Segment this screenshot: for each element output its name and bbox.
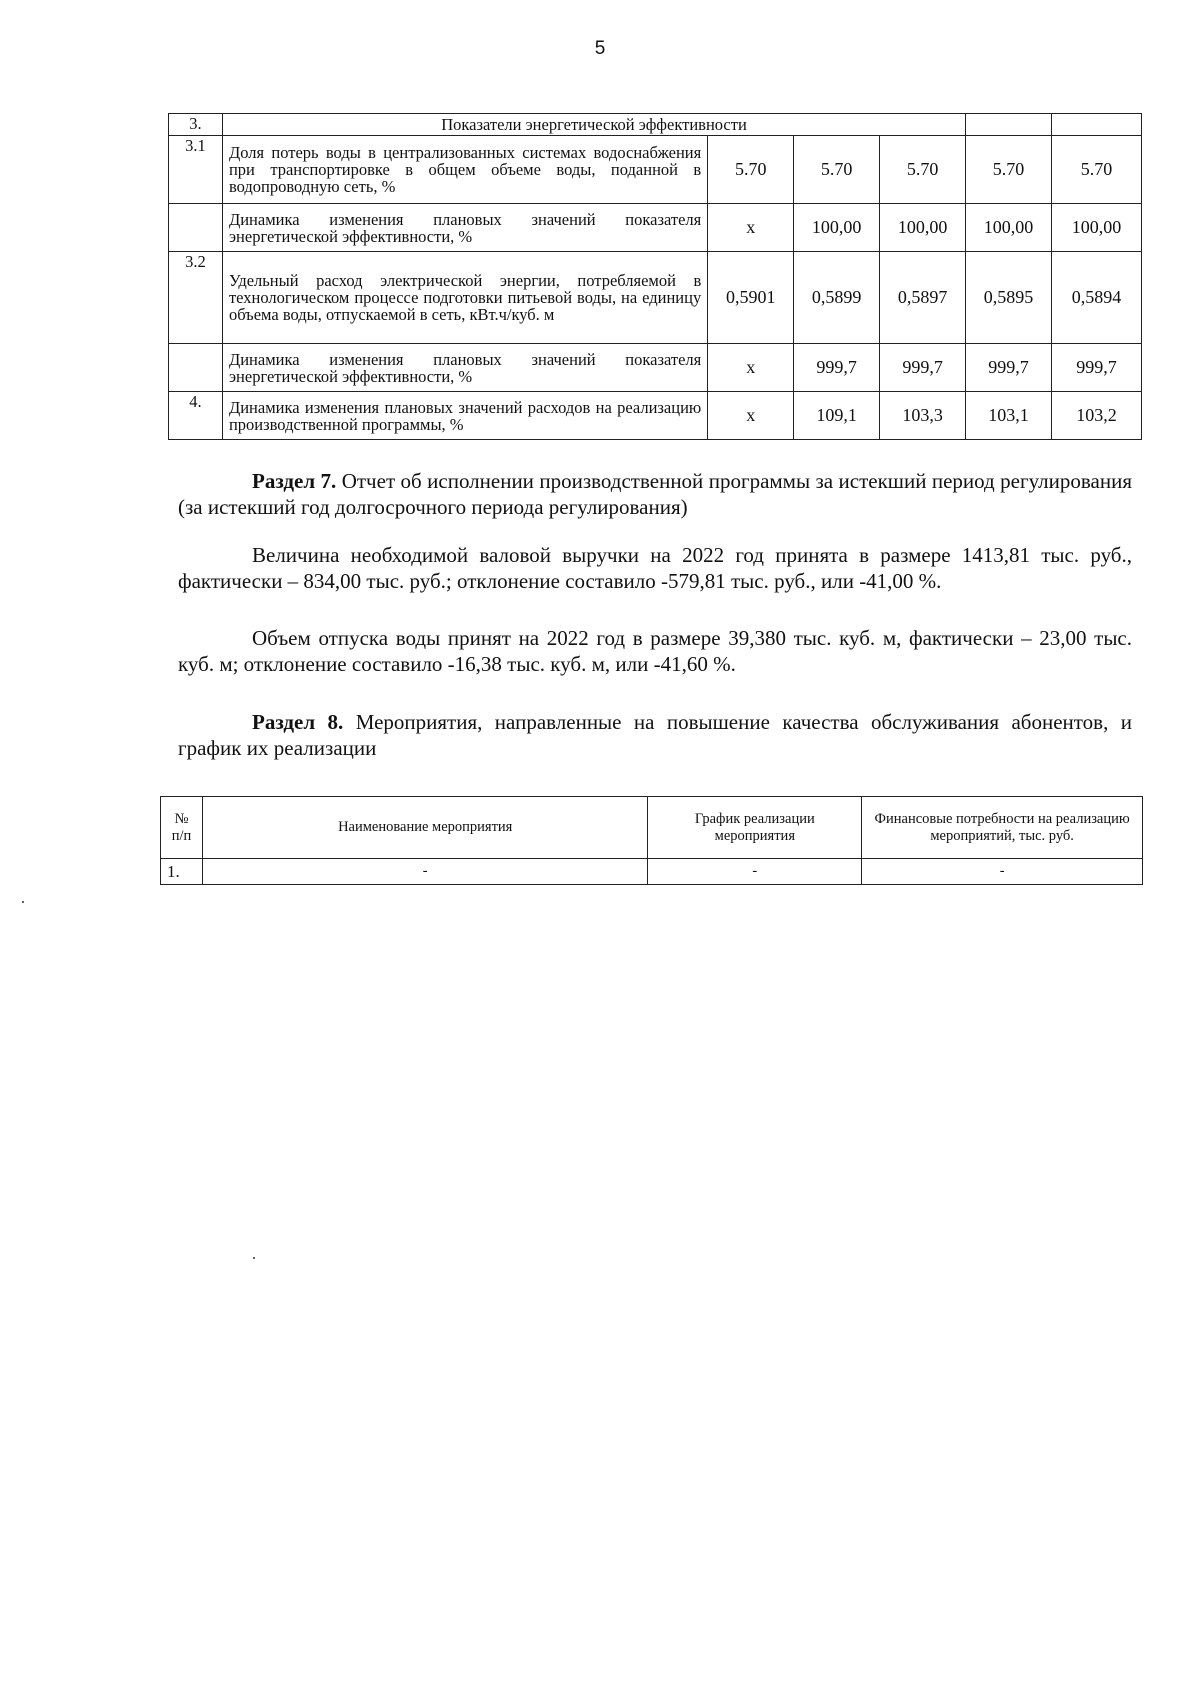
table-row: [169, 136, 1142, 204]
section-8-title: Мероприятия, направленные на повышение качества обслуживания абонентов, и график их реализации: [178, 710, 1132, 760]
section-7-title: Отчет об исполнении производственной программы за истекший период регулирования (за истекший год долгосрочного периода регулирования): [178, 469, 1132, 519]
section-8-title-bold: Раздел 8.: [252, 710, 344, 734]
row-value: 0,5895: [966, 252, 1052, 344]
row-value: 109,1: [794, 392, 880, 440]
row-value: 5.70: [1051, 136, 1141, 204]
row-value: 0,5894: [1051, 252, 1141, 344]
row-value: 103,1: [966, 392, 1052, 440]
section-7-paragraph-revenue: [178, 542, 1132, 594]
events-table: [160, 796, 1143, 885]
row-description: Динамика изменения плановых значений показателя энергетической эффективности, %: [222, 204, 707, 252]
row-number: 1.: [161, 859, 203, 885]
row-value: 100,00: [880, 204, 966, 252]
table-row: [169, 204, 1142, 252]
section-number: 3.: [169, 114, 223, 136]
row-value: 5.70: [880, 136, 966, 204]
row-schedule: -: [648, 859, 862, 885]
row-value: 999,7: [1051, 344, 1141, 392]
header-num: № п/п: [161, 797, 203, 859]
row-number: [169, 204, 223, 252]
row-value: х: [708, 204, 794, 252]
row-value: 999,7: [794, 344, 880, 392]
table-section-row: [169, 114, 1142, 136]
row-value: 999,7: [880, 344, 966, 392]
empty-cell: [966, 114, 1052, 136]
scan-speck: [253, 1257, 255, 1259]
row-description: Удельный расход электрической энергии, потребляемой в технологическом процессе подготовки питьевой воды, на единицу объема воды, отпускаемой в сеть, кВт.ч/куб. м: [222, 252, 707, 344]
row-number: 3.2: [169, 252, 223, 344]
table-header-row: [161, 797, 1143, 859]
row-value: 0,5901: [708, 252, 794, 344]
section-7-heading: [178, 468, 1132, 520]
row-name: -: [202, 859, 647, 885]
energy-efficiency-table: [168, 113, 1142, 440]
volume-text: Объем отпуска воды принят на 2022 год в размере 39,380 тыс. куб. м, фактически – 23,00 тыс. куб. м; отклонение составило -16,38 тыс. куб. м, или -41,60 %.: [178, 626, 1132, 676]
section-label: Показатели энергетической эффективности: [222, 114, 965, 136]
row-description: Доля потерь воды в централизованных системах водоснабжения при транспортировке в общем объеме воды, поданной в водопроводную сеть, %: [222, 136, 707, 204]
table-row: [161, 859, 1143, 885]
scan-speck: [22, 901, 24, 903]
row-value: 5.70: [794, 136, 880, 204]
empty-cell: [1051, 114, 1141, 136]
row-number: 3.1: [169, 136, 223, 204]
table-row: [169, 252, 1142, 344]
row-description: Динамика изменения плановых значений показателя энергетической эффективности, %: [222, 344, 707, 392]
row-value: 100,00: [794, 204, 880, 252]
table-row: [169, 344, 1142, 392]
revenue-text: Величина необходимой валовой выручки на 2022 год принята в размере 1413,81 тыс. руб., фактически – 834,00 тыс. руб.; отклонение составило -579,81 тыс. руб., или -41,00 %.: [178, 543, 1132, 593]
row-value: 5.70: [966, 136, 1052, 204]
section-8-heading: [178, 709, 1132, 761]
row-value: 999,7: [966, 344, 1052, 392]
row-value: 103,3: [880, 392, 966, 440]
row-value: 0,5897: [880, 252, 966, 344]
row-number: 4.: [169, 392, 223, 440]
row-number: [169, 344, 223, 392]
row-value: х: [708, 344, 794, 392]
header-schedule: График реализации мероприятия: [648, 797, 862, 859]
row-description: Динамика изменения плановых значений расходов на реализацию производственной программы, %: [222, 392, 707, 440]
row-value: х: [708, 392, 794, 440]
row-value: 5.70: [708, 136, 794, 204]
header-name: Наименование мероприятия: [202, 797, 647, 859]
section-7-title-bold: Раздел 7.: [252, 469, 337, 493]
page-number: 5: [594, 38, 606, 59]
section-7-paragraph-volume: [178, 625, 1132, 677]
row-value: 100,00: [1051, 204, 1141, 252]
table-row: [169, 392, 1142, 440]
row-value: 100,00: [966, 204, 1052, 252]
row-financing: -: [862, 859, 1143, 885]
row-value: 103,2: [1051, 392, 1141, 440]
header-financing: Финансовые потребности на реализацию мероприятий, тыс. руб.: [862, 797, 1143, 859]
row-value: 0,5899: [794, 252, 880, 344]
